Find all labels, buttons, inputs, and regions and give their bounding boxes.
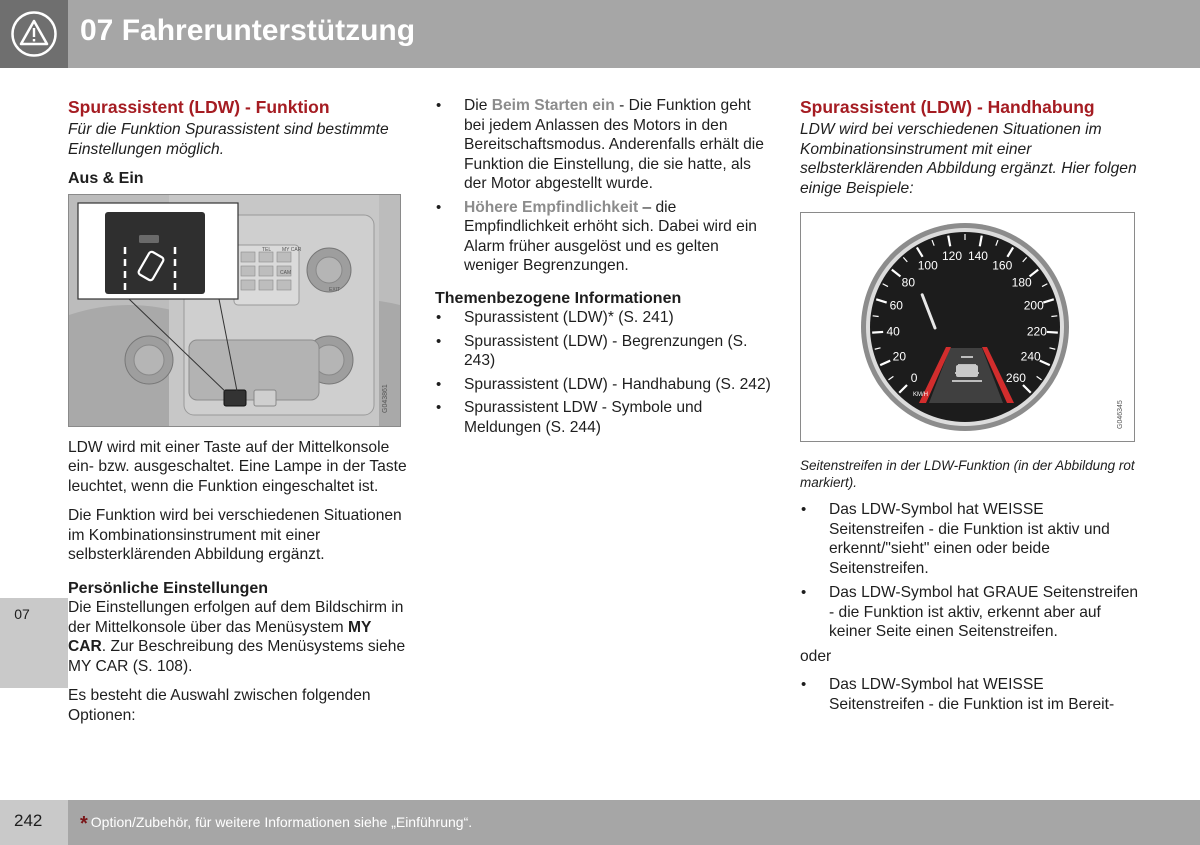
option-start-on-label: Beim Starten ein bbox=[491, 97, 615, 114]
gauge-tick-label: 220 bbox=[1026, 324, 1047, 339]
gauge-tick-label: 100 bbox=[917, 258, 938, 273]
gauge-tick-label: 160 bbox=[992, 258, 1013, 273]
related-link-4[interactable]: • Spurassistent LDW - Symbole und Meldungen (S. 244) bbox=[435, 398, 775, 437]
gauge-tick-mark bbox=[872, 332, 883, 333]
gauge-tick-label: 120 bbox=[942, 249, 963, 264]
figure-code-2: G046345 bbox=[1117, 400, 1124, 429]
related-link-3[interactable]: • Spurassistent (LDW) - Handhabung (S. 242) bbox=[435, 375, 775, 395]
section-heading-function: Spurassistent (LDW) - Funktion bbox=[68, 97, 330, 117]
column-2 bbox=[435, 96, 775, 437]
gauge-tick-label: 140 bbox=[967, 249, 988, 264]
my-car-label: MY CAR bbox=[68, 618, 372, 655]
section-intro-handling: LDW wird bei verschiedenen Situationen im Kombinationsinstrument mit einer selbsterklärenden Abbildung ergänzt. Hier folgen einige Beispiele: bbox=[800, 121, 1137, 197]
gauge-tick-mark bbox=[1047, 332, 1058, 333]
chapter-tab-label: 07 bbox=[14, 606, 30, 622]
gauge-tick-label: 60 bbox=[889, 298, 903, 313]
exit-button-label: EXIT bbox=[329, 287, 341, 293]
ldw-symbol-list-2 bbox=[800, 675, 1140, 714]
paragraph-settings: Die Einstellungen erfolgen auf dem Bildschirm in der Mittelkonsole über das Menüsystem MY CAR. Zur Beschreibung des Menüsystems siehe MY CAR (S. 108). bbox=[68, 599, 406, 675]
section-heading-handling: Spurassistent (LDW) - Handhabung bbox=[800, 97, 1095, 117]
option-higher-sensitivity-label: Höhere Empfindlichkeit bbox=[464, 198, 639, 216]
page-title: 07 Fahrerunterstützung bbox=[80, 14, 416, 47]
figure-code: G043861 bbox=[382, 384, 389, 413]
option-start-on: • Die Beim Starten ein - Die Funktion geht bei jedem Anlassen des Motors in den Bereitschaftsmodus. Anderenfalls erhält die Funktion die Einstellung, die sie hatte, als der Motor abgestellt wurde. bbox=[435, 96, 775, 194]
ldw-symbol-list bbox=[800, 500, 1140, 642]
gauge-tick-mark bbox=[1051, 316, 1057, 317]
mycar-button-label: MY CAR bbox=[282, 247, 302, 253]
asterisk-icon: * bbox=[80, 813, 88, 835]
gauge-tick-label: 20 bbox=[892, 349, 907, 364]
or-text: oder bbox=[800, 647, 832, 665]
section-intro: Für die Funktion Spurassistent sind bestimmte Einstellungen möglich. bbox=[68, 121, 389, 158]
cam-button-label: CAM bbox=[280, 270, 292, 276]
ldw-white-standby: • Das LDW-Symbol hat WEISSE Seitenstreifen - die Funktion ist im Bereit- bbox=[800, 675, 1140, 714]
ldw-white-active: • Das LDW-Symbol hat WEISSE Seitenstreifen - die Funktion ist aktiv und erkennt/"sieht" einen oder beide Seitenstreifen. bbox=[800, 500, 1140, 578]
gauge-tick-label: 40 bbox=[886, 324, 900, 339]
center-console-illustration bbox=[68, 194, 401, 427]
related-link-2[interactable]: • Spurassistent (LDW) - Begrenzungen (S. 243) bbox=[435, 332, 775, 371]
center-console-drawing bbox=[69, 195, 400, 426]
related-info-list bbox=[435, 308, 775, 437]
gauge-tick-label: 0 bbox=[910, 370, 918, 385]
page-number: 242 bbox=[14, 811, 43, 830]
ldw-grey-active: • Das LDW-Symbol hat GRAUE Seitenstreifen - die Funktion ist aktiv, erkennt aber auf keiner Seite einen Seitenstreifen. bbox=[800, 583, 1140, 642]
option-list bbox=[435, 96, 775, 276]
gauge-tick-label: 260 bbox=[1005, 370, 1026, 385]
gauge-tick-label: 80 bbox=[901, 275, 916, 290]
gauge-tick-mark bbox=[873, 316, 879, 317]
related-info-heading: Themenbezogene Informationen bbox=[435, 289, 682, 307]
paragraph-situations: Die Funktion wird bei verschiedenen Situationen im Kombinationsinstrument mit einer selbsterklärenden Abbildung ergänzt. bbox=[68, 507, 402, 563]
car-symbol bbox=[956, 365, 978, 377]
paragraph-ldw-button: LDW wird mit einer Taste auf der Mittelkonsole ein- bzw. ausgeschaltet. Eine Lampe in der Taste leuchtet, wenn die Funktion eingeschaltet ist. bbox=[68, 438, 407, 495]
related-link-1[interactable]: • Spurassistent (LDW)* (S. 241) bbox=[435, 308, 775, 328]
speedometer-gauge bbox=[801, 213, 1134, 441]
figure-caption: Seitenstreifen in der LDW-Funktion (in der Abbildung rot markiert). bbox=[800, 458, 1135, 490]
warning-triangle-icon bbox=[11, 11, 57, 57]
gauge-tick-label: 180 bbox=[1011, 275, 1032, 290]
gauge-tick-label: 240 bbox=[1020, 349, 1041, 364]
subheading-personal-settings: Persönliche Einstellungen bbox=[68, 579, 269, 597]
tel-button-label: TEL bbox=[262, 247, 272, 253]
gauge-tick-label: 200 bbox=[1023, 298, 1044, 313]
subheading-on-off: Aus & Ein bbox=[68, 170, 144, 187]
paragraph-options: Es besteht die Auswahl zwischen folgenden Optionen: bbox=[68, 687, 371, 724]
option-higher-sensitivity: • Höhere Empfindlichkeit – die Empfindlichkeit erhöht sich. Dabei wird ein Alarm früher ausgelöst und es gelten weniger Begrenzungen. bbox=[435, 198, 775, 276]
footnote: * Option/Zubehör, für weitere Informationen siehe „Einführung“. bbox=[80, 813, 473, 835]
speedometer-illustration bbox=[800, 212, 1135, 442]
gauge-unit-label: KM/H bbox=[913, 392, 928, 398]
